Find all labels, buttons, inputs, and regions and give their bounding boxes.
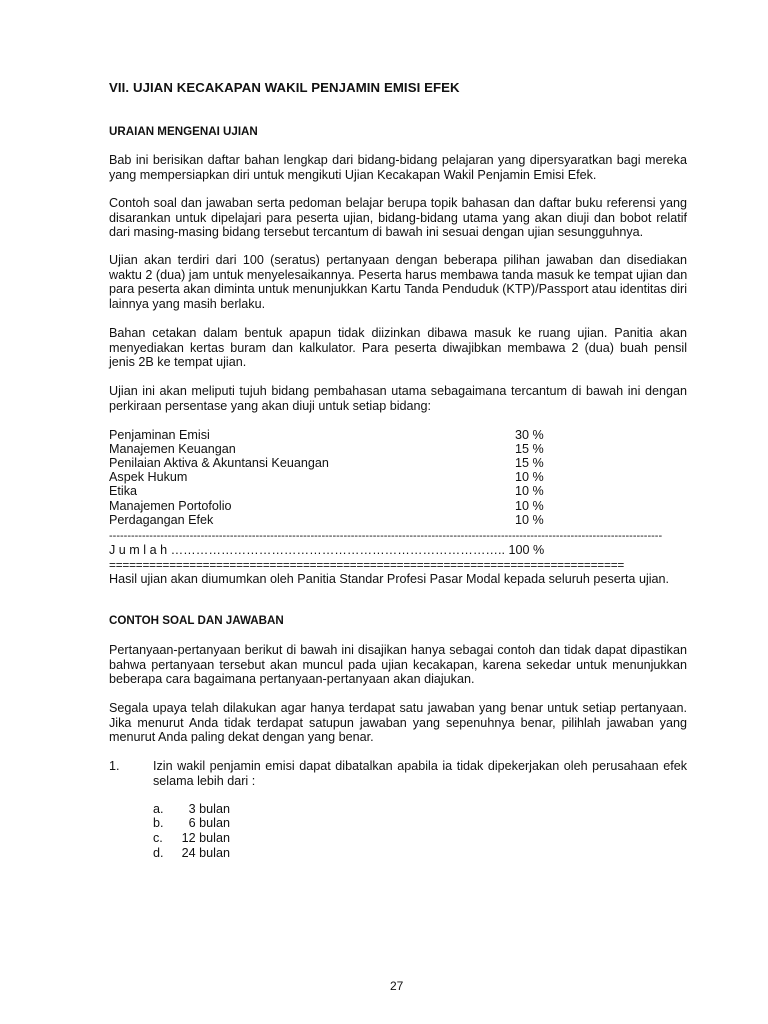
question-text	[153, 759, 687, 788]
option-text: 3 bulan	[188, 802, 230, 816]
paragraph-line: Ujian ini akan meliputi tujuh bidang pembahasan utama sebagaimana tercantum di bawah ini dengan	[109, 384, 687, 398]
paragraph-line: beberapa cara bagaimana pertanyaan-pertanyaan akan diajukan.	[109, 672, 475, 687]
option-text: 24 bulan	[181, 846, 230, 860]
paragraph-line: para peserta akan diminta untuk menunjukkan Kartu Tanda Penduduk (KTP)/Passport atau identitas diri	[109, 282, 688, 297]
paragraph-line: Bab ini berisikan daftar bahan lengkap dari bidang-bidang pelajaran yang dipersyaratkan bagi mereka	[109, 153, 687, 167]
paragraph-line: disarankan untuk dipelajari para peserta ujian, bidang-bidang utama yang akan diuji dan bobot relatif	[109, 210, 687, 225]
paragraph-line: Ujian akan terdiri dari 100 (seratus) pertanyaan dengan beberapa pilihan jawaban dan disediakan	[109, 253, 687, 267]
paragraph-line: jenis 2B ke tempat ujian.	[109, 355, 247, 370]
result-note: Hasil ujian akan diumumkan oleh Panitia Standar Profesi Pasar Modal kepada seluruh peserta ujian.	[109, 572, 670, 586]
paragraph	[109, 196, 687, 240]
paragraph-line: menurut Anda paling dekat dengan yang benar.	[109, 730, 374, 745]
subject-percentage: 30 %	[515, 428, 544, 442]
paragraph	[109, 643, 687, 687]
page-number: 27	[390, 979, 404, 993]
paragraph-line: waktu 2 (dua) jam untuk menyelesaikannya. Peserta harus membawa tanda masuk ke tempat ujian dan	[109, 267, 688, 282]
subject-percentage: 10 %	[515, 484, 544, 498]
paragraph-line: menyediakan kertas buram dan kalkulator. Para peserta diwajibkan membawa 2 (dua) buah pensil	[109, 340, 687, 355]
subject-percentage: 15 %	[515, 456, 544, 470]
paragraph-line: Pertanyaan-pertanyaan berikut di bawah ini disajikan hanya sebagai contoh dan tidak dapat dipastikan	[109, 643, 687, 657]
option-letter: c.	[153, 831, 163, 845]
subject-name: Etika	[109, 484, 137, 498]
paragraph-line: dari masing-masing bidang tersebut tercantum di bawah ini sesuai dengan ujian sesungguhnya.	[109, 225, 644, 240]
subject-name: Perdagangan Efek	[109, 513, 214, 527]
question-line: selama lebih dari :	[153, 773, 256, 788]
paragraph	[109, 701, 687, 745]
paragraph	[109, 153, 687, 182]
double-separator: =============================================================================	[109, 558, 625, 572]
paragraph	[109, 253, 687, 311]
option-letter: a.	[153, 802, 164, 816]
paragraph-line: yang mempersiapkan diri untuk mengikuti Ujian Kecakapan Wakil Penjamin Emisi Efek.	[109, 167, 597, 182]
subject-percentage: 10 %	[515, 513, 544, 527]
subject-percentage: 10 %	[515, 470, 544, 484]
dashed-separator: -------------------------------------------------------------------------------------------------------------------------------------------------------	[109, 530, 663, 542]
subject-name: Penjaminan Emisi	[109, 428, 210, 442]
subject-percentage: 10 %	[515, 499, 544, 513]
paragraph	[109, 326, 687, 370]
section-heading-uraian: URAIAN MENGENAI UJIAN	[109, 125, 258, 138]
paragraph-line: perkiraan persentase yang akan diuji untuk setiap bidang:	[109, 398, 432, 413]
chapter-title: VII. UJIAN KECAKAPAN WAKIL PENJAMIN EMISI EFEK	[109, 80, 460, 95]
subject-percentage: 15 %	[515, 442, 544, 456]
option-letter: b.	[153, 816, 164, 830]
paragraph-line: lainnya yang masih berlaku.	[109, 296, 266, 311]
subject-name: Aspek Hukum	[109, 470, 188, 484]
subject-name: Manajemen Portofolio	[109, 499, 232, 513]
paragraph-line: Segala upaya telah dilakukan agar hanya terdapat satu jawaban yang benar untuk setiap pertanyaan.	[109, 701, 687, 715]
option-text: 12 bulan	[181, 831, 230, 845]
option-letter: d.	[153, 846, 164, 860]
paragraph-line: Bahan cetakan dalam bentuk apapun tidak diizinkan dibawa masuk ke ruang ujian. Panitia akan	[109, 326, 687, 340]
paragraph	[109, 384, 687, 413]
subject-name: Manajemen Keuangan	[109, 442, 236, 456]
paragraph-line: Contoh soal dan jawaban serta pedoman belajar berupa topik bahasan dan daftar buku referensi yang	[109, 196, 687, 210]
question-number: 1.	[109, 759, 120, 773]
section-heading-contoh: CONTOH SOAL DAN JAWABAN	[109, 614, 284, 627]
total-line: J u m l a h …………………………………………………………………….. 100 %	[109, 543, 545, 557]
subject-name: Penilaian Aktiva & Akuntansi Keuangan	[109, 456, 329, 470]
option-text: 6 bulan	[188, 816, 230, 830]
paragraph-line: Jika menurut Anda tidak terdapat satupun jawaban yang sepenuhnya benar, pilihlah jawaban yang	[109, 715, 687, 730]
paragraph-line: bahwa pertanyaan tersebut akan muncul pada ujian kecakapan, karena sekedar untuk menunjukkan	[109, 657, 687, 672]
question-line: Izin wakil penjamin emisi dapat dibatalkan apabila ia tidak dipekerjakan oleh perusahaan efek	[153, 759, 687, 773]
